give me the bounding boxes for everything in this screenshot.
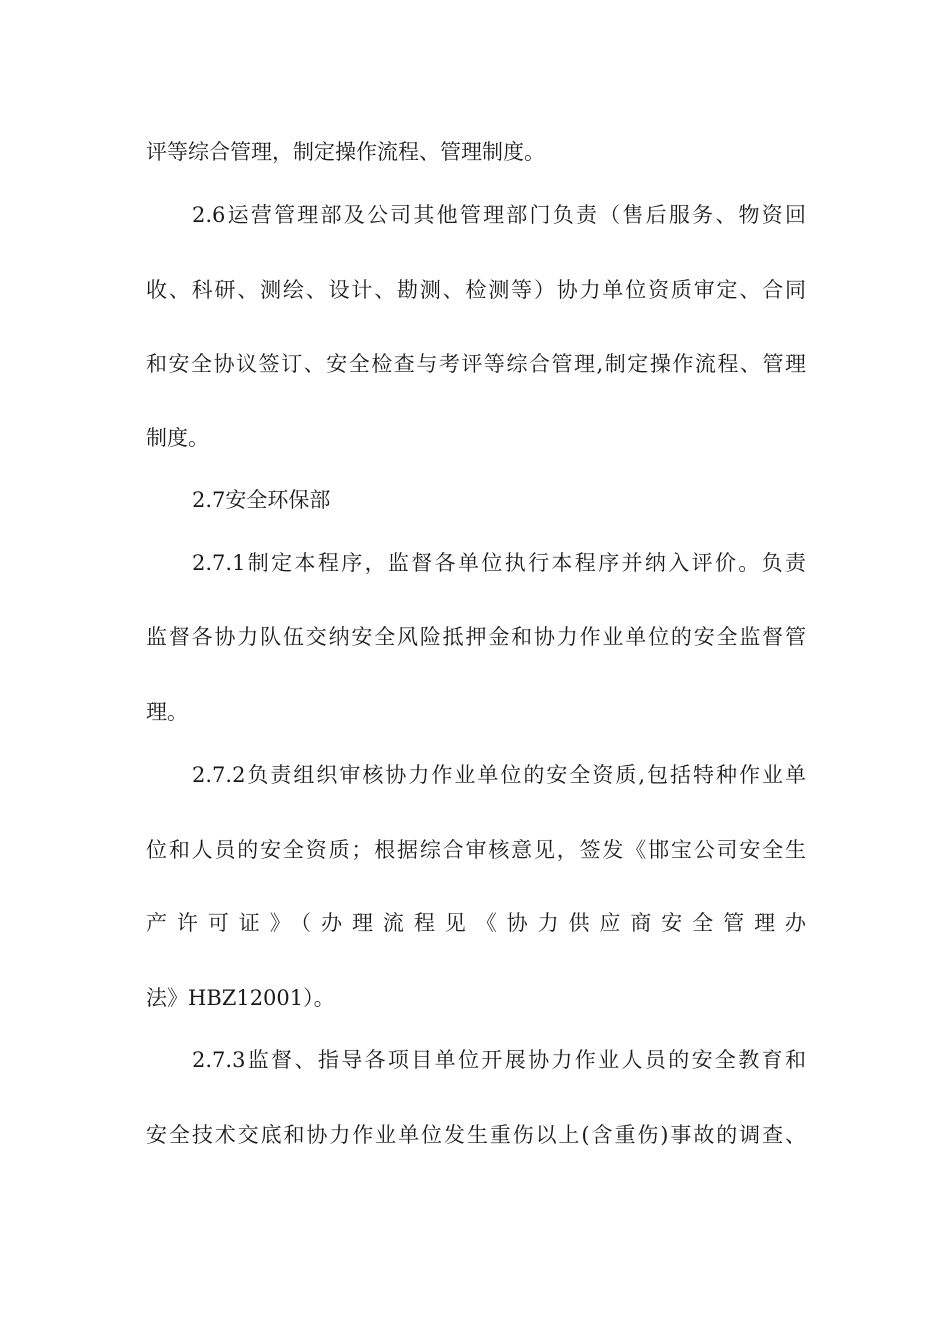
text-line-5: 制度。 xyxy=(146,426,209,450)
text-line-12: 产许可证》（办理流程见《协力供应商安全管理办 xyxy=(146,911,806,935)
text-line-4: 和安全协议签订、安全检查与考评等综合管理,制定操作流程、管理 xyxy=(146,352,806,376)
text-line-1: 评等综合管理，制定操作流程、管理制度。 xyxy=(146,140,545,164)
text-line-11: 位和人员的安全资质；根据综合审核意见，签发《邯宝公司安全生 xyxy=(146,838,806,862)
text-line-8: 监督各协力队伍交纳安全风险抵押金和协力作业单位的安全监督管 xyxy=(146,625,806,649)
text-line-7: 2.7.1制定本程序，监督各单位执行本程序并纳入评价。负责 xyxy=(192,551,806,575)
text-line-3: 收、科研、测绘、设计、勘测、检测等）协力单位资质审定、合同 xyxy=(146,278,806,302)
section-heading-2-7: 2.7安全环保部 xyxy=(192,488,331,512)
text-line-13: 法》HBZ12001）。 xyxy=(146,986,335,1010)
text-line-15: 安全技术交底和协力作业单位发生重伤以上(含重伤)事故的调查、 xyxy=(146,1123,806,1147)
text-line-9: 理。 xyxy=(146,700,188,724)
text-line-14: 2.7.3监督、指导各项目单位开展协力作业人员的安全教育和 xyxy=(192,1048,806,1072)
text-line-10: 2.7.2负责组织审核协力作业单位的安全资质,包括特种作业单 xyxy=(192,763,806,787)
text-line-2: 2.6运营管理部及公司其他管理部门负责（售后服务、物资回 xyxy=(192,203,806,227)
